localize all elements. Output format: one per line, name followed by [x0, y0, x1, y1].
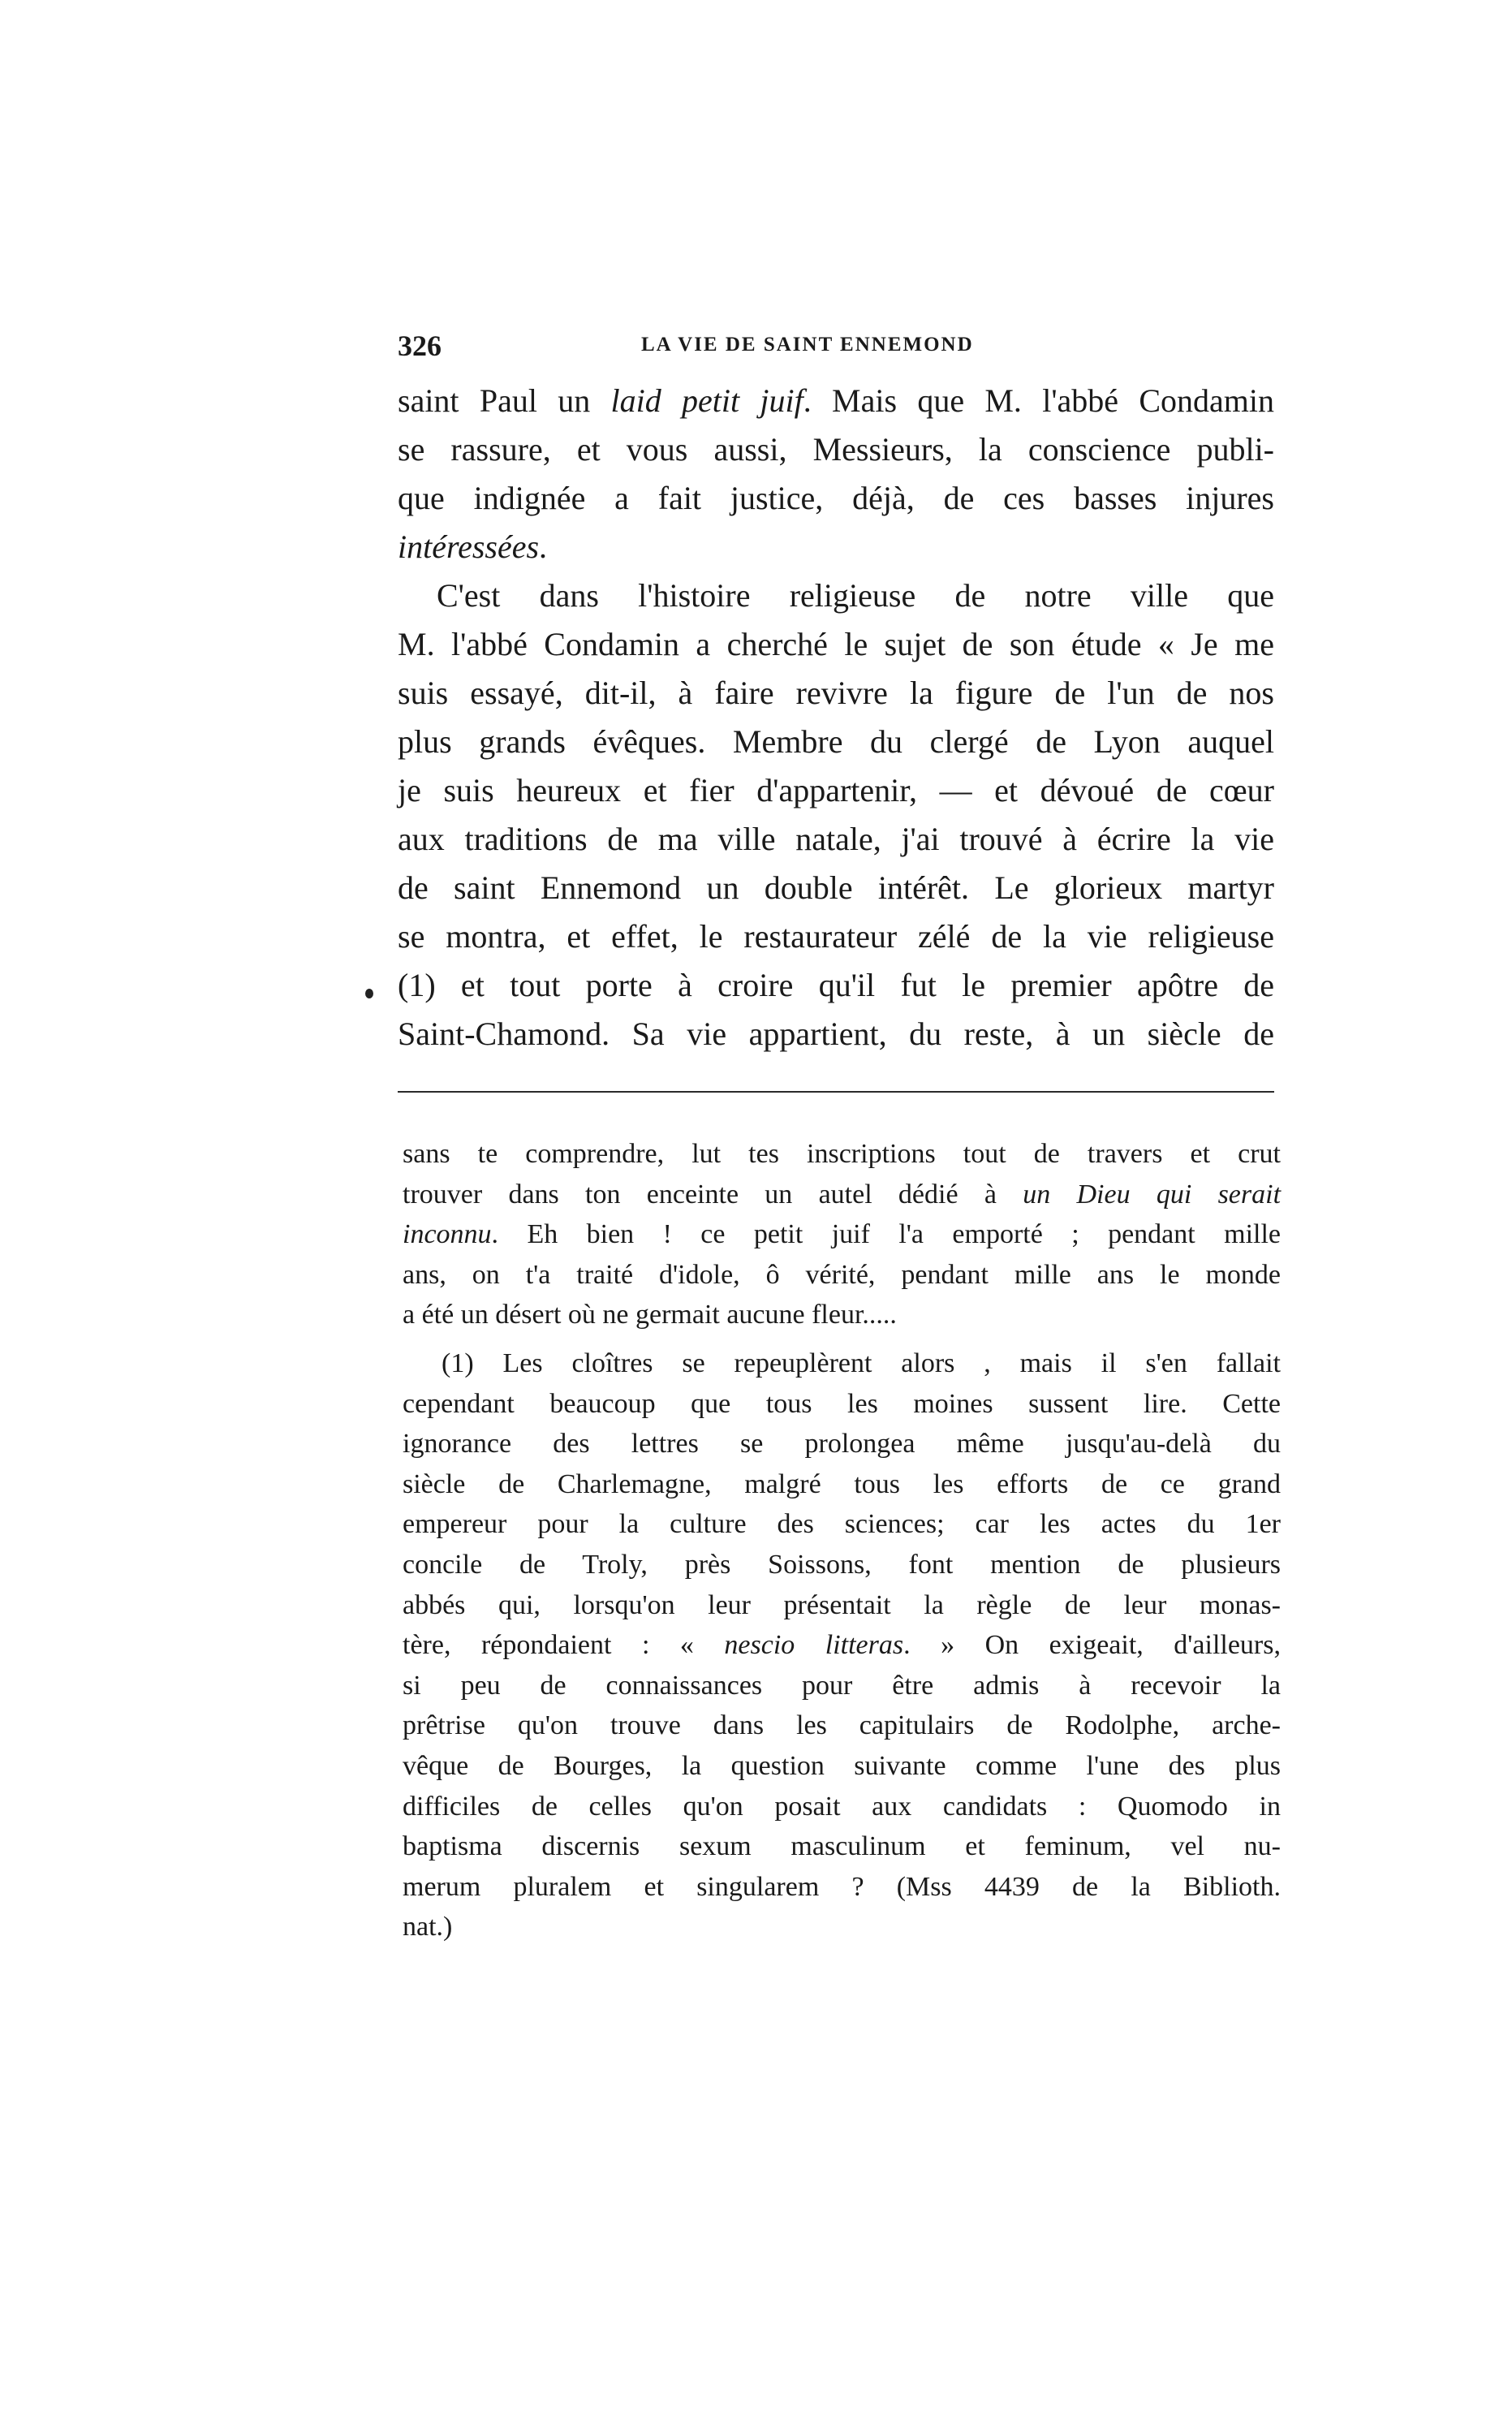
text-line: se montra, et effet, le restaurateur zélé de la vie religieuse — [398, 918, 1274, 955]
footnote-line: sans te comprendre, lut tes inscriptions tout de travers et crut — [403, 1139, 1281, 1169]
footnote-line: inconnu. Eh bien ! ce petit juif l'a emporté ; pendant mille — [403, 1219, 1281, 1250]
page-header — [398, 329, 1270, 369]
footnote-line: difficiles de celles qu'on posait aux candidats : Quomodo in — [403, 1791, 1281, 1822]
text-line: que indignée a fait justice, déjà, de ces basses injures — [398, 480, 1274, 516]
text-line: de saint Ennemond un double intérêt. Le glorieux martyr — [398, 869, 1274, 906]
footnote-line: vêque de Bourges, la question suivante comme l'une des plus — [403, 1750, 1281, 1781]
footnote-line: baptisma discernis sexum masculinum et feminum, vel nu- — [403, 1831, 1281, 1862]
text-line: Saint-Chamond. Sa vie appartient, du reste, à un siècle de — [398, 1015, 1274, 1052]
text-line: saint Paul un laid petit juif. Mais que M. l'abbé Condamin — [398, 382, 1274, 419]
footnote-line: merum pluralem et singularem ? (Mss 4439 de la Biblioth. — [403, 1871, 1281, 1902]
text-line: suis essayé, dit-il, à faire revivre la figure de l'un de nos — [398, 675, 1274, 711]
running-title: LA VIE DE SAINT ENNEMOND — [641, 334, 974, 356]
footnote-line: nat.) — [403, 1912, 453, 1943]
text-line: (1) et tout porte à croire qu'il fut le premier apôtre de — [398, 967, 1274, 1003]
page-number: 326 — [398, 330, 442, 362]
footnote-line: si peu de connaissances pour être admis à recevoir la — [403, 1670, 1281, 1701]
text-line: intéressées. — [398, 528, 548, 565]
footnote-line: cependant beaucoup que tous les moines sussent lire. Cette — [403, 1388, 1281, 1419]
footnote-line: ans, on t'a traité d'idole, ô vérité, pendant mille ans le monde — [403, 1259, 1281, 1290]
footnote-line: (1) Les cloîtres se repeuplèrent alors , mais il s'en fallait — [442, 1347, 1281, 1378]
footnote-line: empereur pour la culture des sciences; car les actes du 1er — [403, 1509, 1281, 1540]
text-line: aux traditions de ma ville natale, j'ai trouvé à écrire la vie — [398, 821, 1274, 857]
footnote-line: a été un désert où ne germait aucune fleur..... — [403, 1300, 897, 1330]
footnote-line: ignorance des lettres se prolongea même jusqu'au-delà du — [403, 1429, 1281, 1460]
text-line: C'est dans l'histoire religieuse de notre ville que — [437, 577, 1274, 614]
footnote-line: tère, répondaient : « nescio litteras. » On exigeait, d'ailleurs, — [403, 1630, 1281, 1661]
footnote-line: siècle de Charlemagne, malgré tous les efforts de ce grand — [403, 1468, 1281, 1499]
text-line: je suis heureux et fier d'appartenir, — et dévoué de cœur — [398, 772, 1274, 808]
footnote-1 — [403, 1343, 1281, 1947]
footnote-line: concile de Troly, près Soissons, font mention de plusieurs — [403, 1549, 1281, 1580]
main-text — [398, 377, 1274, 1059]
text-line: se rassure, et vous aussi, Messieurs, la conscience publi- — [398, 431, 1274, 468]
text-line: M. l'abbé Condamin a cherché le sujet de son étude « Je me — [398, 626, 1274, 662]
ink-dot-mark — [365, 989, 373, 998]
footnote-divider — [398, 1091, 1274, 1093]
footnote-line: abbés qui, lorsqu'on leur présentait la règle de leur monas- — [403, 1589, 1281, 1620]
footnote-continuation — [403, 1134, 1281, 1335]
footnote-gap — [403, 1335, 1281, 1343]
footnote-line: trouver dans ton enceinte un autel dédié à un Dieu qui serait — [403, 1179, 1282, 1210]
footnote-line: prêtrise qu'on trouve dans les capitulairs de Rodolphe, arche- — [403, 1710, 1281, 1741]
text-line: plus grands évêques. Membre du clergé de Lyon auquel — [398, 723, 1274, 760]
footnotes — [403, 1134, 1281, 1947]
